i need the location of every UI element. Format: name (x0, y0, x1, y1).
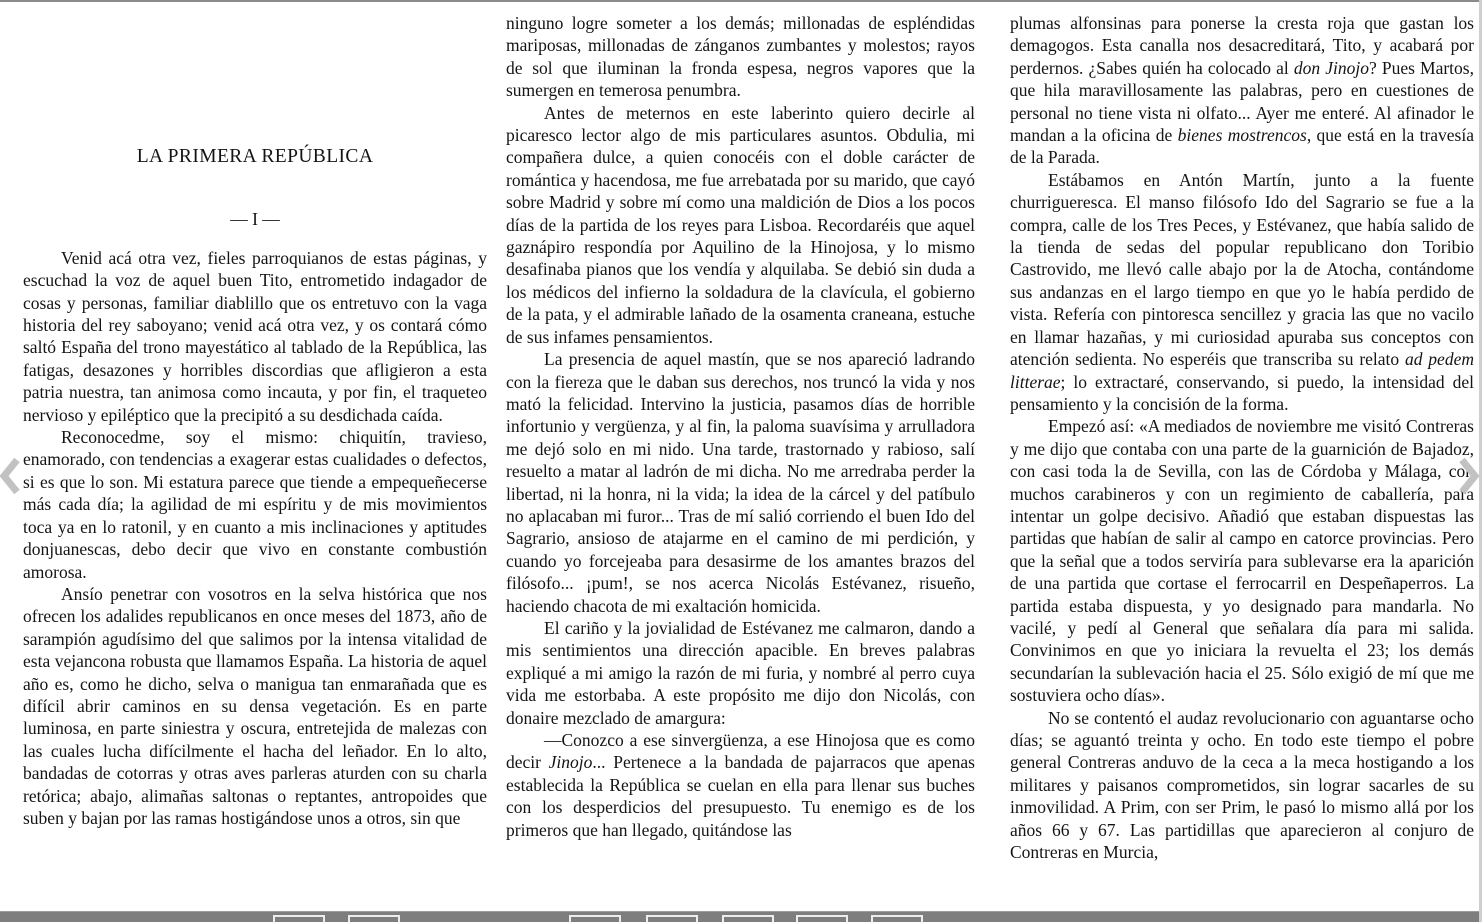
paragraph: Venid acá otra vez, fieles parroquianos de estas páginas, y escuchad la voz de aquel buen Tito, entrometido indagador de cosas y personas, familiar diablillo que os entretuvo con la vaga historia del rey saboyano; venid acá otra vez, y os contará cómo saltó España del trono mayestático al tablado de la República, las fatigas, desazones y horribles discordias que afligieron a esta patria nuestra, tan animosa como incauta, y por fin, el traqueteo nervioso y epiléptico que la precipitó a su desdichada caída. (23, 247, 487, 425)
paragraph-group-right (1010, 12, 1474, 863)
page-thumbnail[interactable] (871, 915, 923, 922)
paragraph: Antes de meternos en este laberinto quiero decirle al picaresco lector algo de mis particulares asuntos. Obdulia, mi compañera dulce, a quien conocéis con el doble carácter de romántica y hacendosa, me fue arrebatada por su marido, que cayó sobre Madrid y sobre mí como una maldición de Dios a los pocos días de la partida de los reyes para Lisboa. Recordaréis que aquel gaznápiro respondía por Aquilino de la Hinojosa, y lo mismo desafinaba pianos que los vendía y alquilaba. Se debió sin duda a los médicos del infierno la soldadura de la clavícula, el gobierno de la pata, y el admirable lañado de la osamenta craneana, estuche de sus infames pensamientos. (506, 102, 975, 347)
chevron-left-icon (0, 456, 22, 496)
paragraph: —Conozco a ese sinvergüenza, a ese Hinojosa que es como decir Jinojo... Pertenece a la bandada de pajarracos que apenas establecida la República se cuelan en ella para llenar sus buches con los desperdicios del presupuesto. Tu enemigo es de los primeros que han llegado, quitándose las (506, 730, 975, 840)
thumbnail-filmstrip-bar (0, 911, 1482, 922)
text-column-left (23, 0, 487, 911)
page-thumbnail[interactable] (569, 915, 621, 922)
paragraph: Empezó así: «A mediados de noviembre me visitó Contreras y me dijo que contaba con una parte de la guarnición de Bajadoz, con casi toda la de Sevilla, con las de Córdoba y Málaga, con muchos carabineros y con un regimiento de caballería, para intentar un golpe decisivo. Añadió que estaban dispuestas las partidas que habían de salir al campo en catorce provincias. Pero que la señal que a todos serviría para sublevarse era la aparición de una partida que cortase el ferrocarril en Despeñaperros. La partida estaba dispuesta, y yo designado para mandarla. No vacilé, y pedí al General que señalara día para mi salida. Convinimos en que yo iniciara la revuelta el 23; los demás secundarían la sublevación hacia el 25. Sólo exigió de mí que me sostuviera ocho días». (1010, 416, 1474, 706)
chapter-heading: — I — (230, 209, 280, 230)
next-page-button[interactable] (1457, 456, 1479, 496)
page-thumbnail[interactable] (796, 915, 848, 922)
book-title: LA PRIMERA REPÚBLICA (136, 146, 374, 167)
previous-page-button[interactable] (0, 456, 22, 496)
paragraph: Ansío penetrar con vosotros en la selva histórica que nos ofrecen los adalides republicanos en once meses del 1873, año de sarampión agudísimo del que salimos por la intensa vitalidad de esta vejancona robusta que llamamos España. La historia de aquel año es, como he dicho, selva o manigua tan enmarañada que es difícil abrir caminos en su densa vegetación. Es en parte luminosa, en parte siniestra y oscura, entretejida de malezas con las cuales lucha difícilmente el hacha del leñador. En lo alto, bandadas de cotorras y otras aves parleras aturden con su charla retórica; abajo, alimañas saltonas o reptantes, antropoides que suben y bajan por las ramas hostigándose unos a otros, sin que (23, 583, 487, 828)
paragraph: ninguno logre someter a los demás; millonadas de espléndidas mariposas, millonadas de zánganos zumbantes y molestos; rayos de sol que iluminan la fronda espesa, negros vapores que la sumergen en temerosa penumbra. (506, 13, 975, 101)
page-thumbnail[interactable] (273, 915, 325, 922)
paragraph: El cariño y la jovialidad de Estévanez me calmaron, dando a mis sentimientos una dirección apacible. En breves palabras expliqué a mi amigo la razón de mi furia, y nombré al perro cuya vida me estorbaba. A este propósito me dijo don Nicolás, con donaire mezclado de amargura: (506, 617, 975, 728)
page-thumbnail[interactable] (722, 915, 774, 922)
paragraph-group-left (23, 247, 487, 830)
paragraph: plumas alfonsinas para ponerse la cresta roja que gastan los demagogos. Esta canalla nos desacreditará, Tito, y acabará por perdernos. ¿Sabes quién ha colocado al don Jinojo? Pues Martos, que hila maravillosamente las palabras, pero en cuestiones de personal no tiene vista ni olfato... Ayer me enteré. Al afinador le mandan a la oficina de bienes mostrencos, que está en la travesía de la Parada. (1010, 13, 1474, 168)
paragraph-group-middle (506, 12, 975, 841)
text-column-middle (506, 0, 975, 911)
paragraph: Estábamos en Antón Martín, junto a la fuente churrigueresca. El manso filósofo Ido del Sagrario se fue a la compra, calle de los Tres Peces, y Estévanez, que había salido de la tienda de sedas del popular republicano don Toribio Castrovido, me llevó calle abajo por la de Atocha, contándome sus andanzas en el largo tiempo en que yo le había perdido de vista. Refería con pintoresca sencillez y gracia las que no vacilo en llamar hazañas, y mi curiosidad apuraba sus conceptos con atención sedienta. No esperéis que transcriba su relato ad pedem litterae; lo extractaré, conservando, si puedo, la intensidad del pensamiento y la concisión de la forma. (1010, 169, 1474, 414)
page-thumbnail[interactable] (348, 915, 400, 922)
paragraph: No se contentó el audaz revolucionario con aguantarse ocho días; se aguantó treinta y ocho. En todo este tiempo el pobre general Contreras anduvo de la ceca a la meca hostigando a los militares y paisanos comprometidos, sin lograr sacarles de su inmovilidad. A Prim, con ser Prim, le pasó lo mismo allá por los años 66 y 67. Las partidillas que aparecieron al conjuro de Contreras en Murcia, (1010, 707, 1474, 863)
text-column-right (1010, 0, 1474, 911)
page-thumbnail[interactable] (646, 915, 698, 922)
chevron-right-icon (1457, 456, 1479, 496)
paragraph: La presencia de aquel mastín, que se nos apareció ladrando con la fiereza que le daban sus derechos, nos truncó la vida y nos mató la felicidad. Intervino la justicia, pasamos días de horrible infortunio y vergüenza, y al fin, la paloma suavísima y arrulladora me dejó solo en mi nido. Una tarde, trastornado y rabioso, salí resuelto a matar al ladrón de mi dicha. No me arredraba perder la libertad, ni la honra, ni la vida; la idea de la cárcel y del patíbulo no aplacaban mi furor... Tras de mí salió corriendo el buen Ido del Sagrario, ansioso de atajarme en el camino de mi perdición, y cuando yo forcejeaba para desasirme de los amantes brazos del filósofo... ¡pum!, se nos acerca Nicolás Estévanez, risueño, haciendo chacota de mi exaltación homicida. (506, 349, 975, 616)
paragraph: Reconocedme, soy el mismo: chiquitín, travieso, enamorado, con tendencias a exagerar estas cualidades o defectos, si es que lo son. Mi estatura parece que tiende a empequeñecerse más cada día; la agilidad de mi espíritu y de mis movimientos toca ya en lo ratonil, y en cuanto a mis inclinaciones y aptitudes donjuanescas, debo decir que vivo en constante combustión amorosa. (23, 427, 487, 582)
